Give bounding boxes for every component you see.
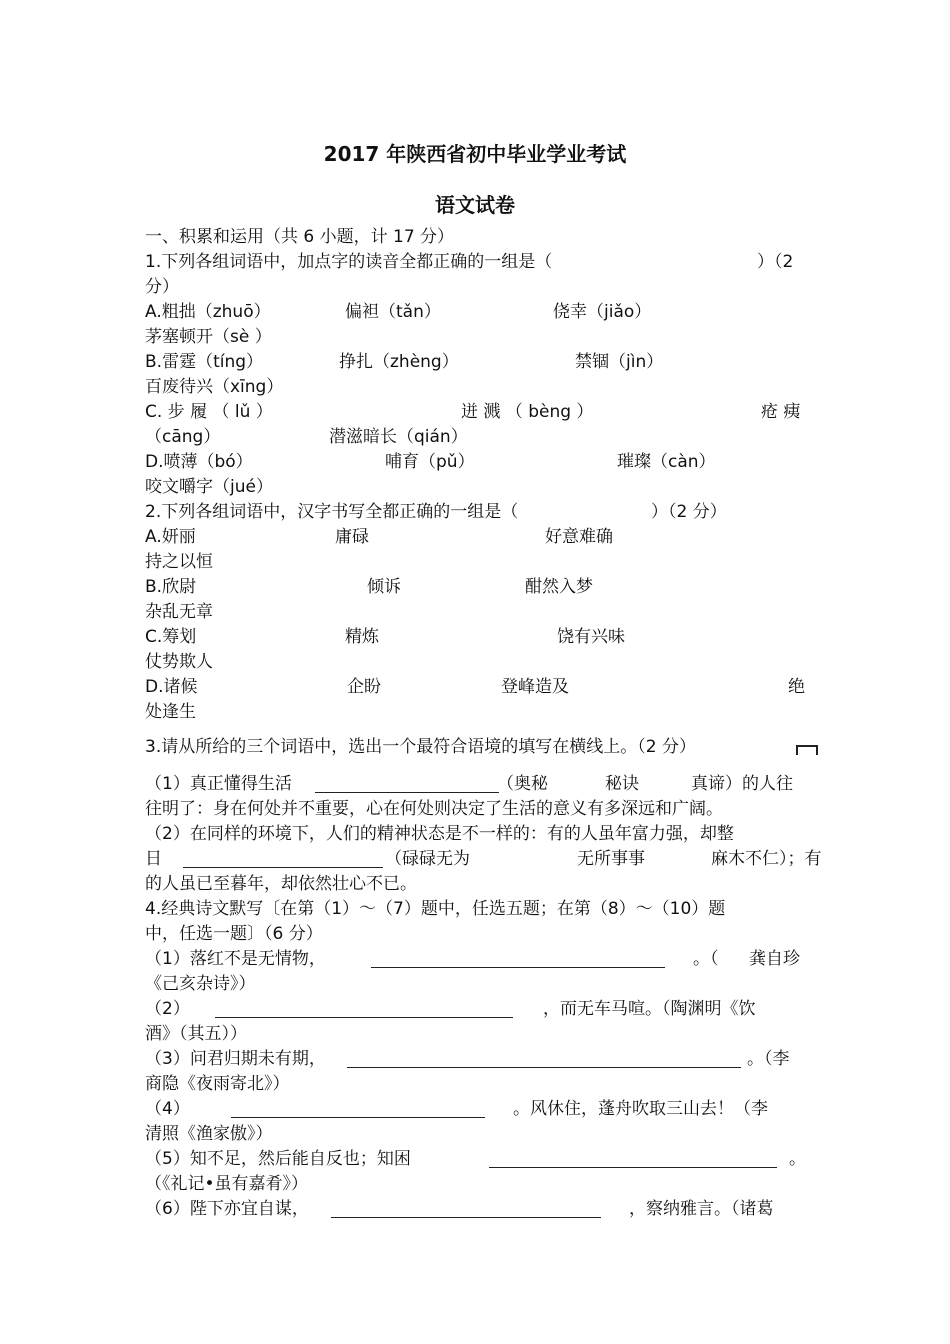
- q4-i4-blank[interactable]: [231, 1099, 485, 1118]
- q2-d-word4-start: 绝: [788, 677, 805, 697]
- q2-d-word3: 登峰造及: [501, 677, 569, 697]
- section-heading-text: 一、积累和运用（共 6 小题，计 17 分）: [145, 227, 455, 247]
- q3-sentence1: [145, 772, 805, 797]
- q4-item3: [145, 1047, 805, 1072]
- q4-stem-cont: [145, 922, 805, 947]
- q1-c-word3: 疮 痍: [761, 402, 801, 422]
- q1-score: [145, 275, 805, 300]
- q2-option-d-cont: [145, 700, 805, 725]
- q3-sentence2-end: [145, 872, 805, 897]
- q4-item1: [145, 947, 805, 972]
- q2-c-word3: 饶有兴味: [557, 627, 625, 647]
- q3-s1-opt1: （奥秘: [497, 774, 548, 794]
- q2-d-word1: D.诸候: [145, 677, 198, 697]
- q2-c-word2: 精炼: [345, 627, 379, 647]
- q4-i1-blank[interactable]: [371, 949, 665, 968]
- q3-s1-blank[interactable]: [315, 774, 499, 793]
- q2-c-word4: 仗势欺人: [145, 652, 213, 672]
- q2-a-word2: 庸碌: [335, 527, 369, 547]
- q1-c-word4: 潜滋暗长（qián）: [329, 427, 468, 447]
- q1-score-text: 分）: [145, 277, 179, 297]
- q1-stem-text: 1.下列各组词语中，加点字的读音全都正确的一组是（: [145, 252, 553, 272]
- q4-item4-cont: [145, 1122, 805, 1147]
- q4-i1-author: 龚自珍: [749, 949, 800, 969]
- q3-stem: [145, 735, 805, 760]
- q4-item3-cont: [145, 1072, 805, 1097]
- q3-s2-rest: 的人虽已至暮年，却依然壮心不已。: [145, 874, 417, 894]
- q4-item2: [145, 997, 805, 1022]
- q4-i5-punct: 。: [789, 1149, 806, 1169]
- q4-i4-source: 清照《渔家傲》）: [145, 1124, 273, 1144]
- q4-i2-source: 酒》（其五））: [145, 1024, 247, 1044]
- q1-a-word1: A.粗拙（zhuō）: [145, 302, 271, 322]
- q2-d-word4-end: 处逢生: [145, 702, 196, 722]
- q1-stem: [145, 250, 805, 275]
- q1-d-word4: 咬文嚼字（jué）: [145, 477, 273, 497]
- q2-c-word1: C.筹划: [145, 627, 197, 647]
- q3-s2-opt1: （碌碌无为: [385, 849, 470, 869]
- q4-i5-source: （《礼记•虽有嘉肴》）: [145, 1174, 309, 1194]
- q1-a-word4: 茅塞顿开（sè ）: [145, 327, 272, 347]
- q4-i6-blank[interactable]: [331, 1199, 601, 1218]
- q4-stem-text1: 4.经典诗文默写〔在第（1）～（7）题中，任选五题；在第（8）～（10）题: [145, 899, 726, 919]
- q1-c-word1: C. 步 履 （ lǔ ）: [145, 402, 273, 422]
- q2-stem-close: ）（2 分）: [651, 502, 727, 522]
- q4-i1-punct: 。（: [693, 949, 719, 969]
- q4-item5-cont: [145, 1172, 805, 1197]
- q3-s1-opt2: 秘诀: [605, 774, 639, 794]
- q2-a-word1: A.妍丽: [145, 527, 196, 547]
- corner-mark: [796, 745, 818, 755]
- q2-b-word3: 酣然入梦: [525, 577, 593, 597]
- q4-i1-text: （1）落红不是无情物，: [145, 949, 326, 969]
- q3-s1-rest: 往明了：身在何处并不重要，心在何处则决定了生活的意义有多深远和广阔。: [145, 799, 723, 819]
- q1-d-word2: 哺育（pǔ）: [385, 452, 475, 472]
- q1-option-c: [145, 400, 805, 425]
- q1-option-d: [145, 450, 805, 475]
- q4-item5: [145, 1147, 805, 1172]
- q2-a-word3: 好意难确: [545, 527, 613, 547]
- q2-option-a: [145, 525, 805, 550]
- q1-option-c-cont: [145, 425, 805, 450]
- q3-sentence2-cont: [145, 847, 822, 872]
- q4-i6-text: （6）陛下亦宜自谋，: [145, 1199, 309, 1219]
- q2-option-c-cont: [145, 650, 805, 675]
- q2-stem-text: 2.下列各组词语中，汉字书写全都正确的一组是（: [145, 502, 519, 522]
- q4-i2-text: ，而无车马喧。（陶渊明《饮: [543, 999, 756, 1019]
- q2-option-a-cont: [145, 550, 805, 575]
- q3-stem-text: 3.请从所给的三个词语中，选出一个最符合语境的填写在横线上。（2 分）: [145, 737, 696, 757]
- q4-i4-text: 。风休住，蓬舟吹取三山去！（李: [513, 1099, 768, 1119]
- q4-i2-blank[interactable]: [215, 999, 513, 1018]
- q3-s2-opt3: 麻木不仁）；有: [711, 849, 822, 869]
- q4-i3-blank[interactable]: [347, 1049, 741, 1068]
- q2-option-b: [145, 575, 805, 600]
- q4-stem-text2: 中，任选一题〕（6 分）: [145, 924, 323, 944]
- q3-s1-text: （1）真正懂得生活: [145, 774, 292, 794]
- q3-sentence1-cont: [145, 797, 805, 822]
- q4-i3-source: 商隐《夜雨寄北》）: [145, 1074, 290, 1094]
- q1-c-word2: 迸 溅 （ bèng ）: [461, 402, 594, 422]
- q4-i4-num: （4）: [145, 1099, 190, 1119]
- q1-b-word1: B.雷霆（tíng）: [145, 352, 264, 372]
- q1-b-word4: 百废待兴（xīng）: [145, 377, 284, 397]
- q3-s2-text: （2）在同样的环境下，人们的精神状态是不一样的：有的人虽年富力强，却整: [145, 824, 734, 844]
- exam-title: 2017 年陕西省初中毕业学业考试: [323, 142, 627, 166]
- q4-i5-blank[interactable]: [489, 1149, 777, 1168]
- exam-subtitle: 语文试卷: [435, 193, 515, 217]
- q2-b-word2: 倾诉: [367, 577, 401, 597]
- q4-i5-text: （5）知不足，然后能自反也；知困: [145, 1149, 411, 1169]
- q1-option-a-cont: [145, 325, 805, 350]
- q4-i3-text: （3）问君归期未有期，: [145, 1049, 326, 1069]
- q1-option-b-cont: [145, 375, 805, 400]
- q4-item1-cont: [145, 972, 805, 997]
- q1-option-b: [145, 350, 805, 375]
- q2-stem: [145, 500, 805, 525]
- q1-a-word2: 偏袒（tǎn）: [345, 302, 441, 322]
- q3-s2-opt2: 无所事事: [577, 849, 645, 869]
- q2-option-d: [145, 675, 805, 700]
- q2-a-word4: 持之以恒: [145, 552, 213, 572]
- section-heading: [145, 225, 805, 250]
- q1-stem-close: ）（2: [757, 252, 794, 272]
- q3-s2-blank[interactable]: [183, 849, 383, 868]
- q2-option-b-cont: [145, 600, 805, 625]
- q1-b-word2: 挣扎（zhèng）: [339, 352, 459, 372]
- q4-i3-punct: 。（李: [747, 1049, 790, 1069]
- q1-option-a: [145, 300, 805, 325]
- q3-s2-day: 日: [145, 849, 162, 869]
- q4-i2-num: （2）: [145, 999, 190, 1019]
- q3-s1-opt3: 真谛）的人往: [691, 774, 793, 794]
- q2-b-word1: B.欣尉: [145, 577, 197, 597]
- q1-d-word3: 璀璨（càn）: [617, 452, 716, 472]
- q4-item2-cont: [145, 1022, 805, 1047]
- q4-i6-tail: ，察纳雅言。（诸葛: [629, 1199, 774, 1219]
- q1-c-word3-reading: （cāng）: [145, 427, 221, 447]
- q2-option-c: [145, 625, 805, 650]
- q4-stem: [145, 897, 805, 922]
- q1-d-word1: D.喷薄（bó）: [145, 452, 253, 472]
- q1-option-d-cont: [145, 475, 805, 500]
- q2-d-word2: 企盼: [347, 677, 381, 697]
- q4-i1-source: 《己亥杂诗》）: [145, 974, 256, 994]
- q1-a-word3: 侥幸（jiǎo）: [553, 302, 652, 322]
- q2-b-word4: 杂乱无章: [145, 602, 213, 622]
- q3-sentence2: [145, 822, 805, 847]
- q1-b-word3: 禁锢（jìn）: [575, 352, 664, 372]
- q4-item4: [145, 1097, 805, 1122]
- q4-item6: [145, 1197, 805, 1222]
